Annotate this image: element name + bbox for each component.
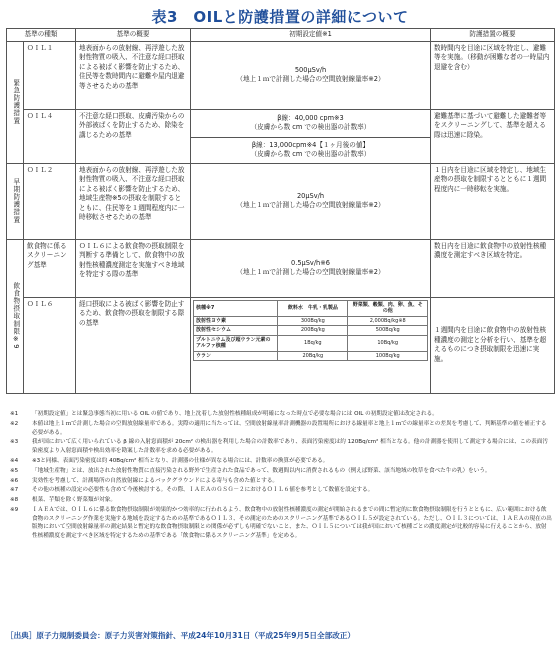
nuclide-value-drink: 200Bq/kg [278, 326, 348, 336]
page-title: 表3 OILと防護措置の詳細について [151, 8, 409, 26]
oil1-value-cell [191, 41, 431, 109]
footnote-text: ※3と同様、表面汚染密度は約 40Bq/cm² 相当となり、計測器の仕様が異なる場合には、計数率の換算が必要である。 [32, 457, 329, 464]
source-citation: ［出典］原子力規制委員会：原子力災害対策指針、平成24年10月31日（平成25年9月5日全部改正） [6, 631, 355, 640]
category-food: 飲食物摂取制限※9 [7, 239, 24, 393]
oil4-beta2-cell [191, 137, 431, 163]
oil4-measure: 避難基準に基づいて避難した避難者等をスクリーニングして、基準を超える際は迅速に除染。 [431, 109, 555, 163]
table-row-oil6 [7, 297, 555, 393]
footnote-key: ※8 [10, 497, 19, 504]
footnote [10, 486, 552, 495]
nuclide-name: 放射性ヨウ素 [194, 316, 278, 326]
screening-value: 0.5μSv/h※6 [291, 258, 330, 267]
screening-measure: 数日内を目途に飲食物中の放射性核種濃度を測定すべき区域を特定。 [431, 239, 555, 297]
footnote-text: 「地域生産物」とは、放出された放射性物質に直接汚染される野外で生産された食品であって、数週間以内に消費されるもの（例えば野菜、該当地域の牧草を食べた牛の乳）をいう。 [32, 467, 491, 474]
screening-value-note: （地上１ｍで計測した場合の空間放射線量率※2） [236, 268, 385, 277]
nuclide-value-food: 500Bq/kg [348, 326, 428, 336]
nuclide-name: プルトニウム及び超ウラン元素のアルファ核種 [194, 335, 278, 351]
footnote [10, 496, 552, 505]
footnote-text: ＩＡＥＡでは、ＯＩＬ６に係る飲食物摂取制限が効果的かつ効率的に行われるよう、飲食物中の放射性核種濃度の測定が開始されるまでの間に暫定的に飲食物摂取制限を行うとともに、広い範囲における飲食物のスクリーニング作業を実施する地域を設定するための基準であるＯＩＬ３、その測定のためのスクリーニング基準であるＯＩＬ５が設定されている。ただし、ＯＩＬ３については、ＩＡＥＡの現在の出版物において空間放射線量率の測定結果と暫定的な飲食物摂取制限との関係が必ずしも明確でないこと、また、ＯＩＬ５については我が国において核種ごとの濃度測定が比較的容易に行えることから、放射性核種濃度を測定すべき区域を特定するための基準である「飲食物に係るスクリーニング基準」を定める。 [32, 507, 552, 540]
footnote-key: ※3 [10, 439, 19, 446]
oil2-measure: １日内を目途に区域を特定し、地域生産物の摂取を制限するとともに１週間程度内に一時移転を実施。 [431, 163, 555, 239]
nuclide-value-food: 2,000Bq/kg※8 [348, 316, 428, 326]
oil6-value-cell [191, 297, 431, 393]
oil1-value-note: （地上１ｍで計測した場合の空間放射線量率※2） [236, 75, 385, 84]
oil4-beta2: β線：13,000cpm※4【１ヶ月後の値】 [251, 140, 370, 149]
oil6-summary: 経口摂取による被ばく影響を防止するため、飲食物の摂取を制限する際の基準 [76, 297, 191, 393]
oil6-measure: １週間内を目途に飲食物中の放射性核種濃度の測定と分析を行い、基準を超えるものにつき摂取制限を迅速に実施。 [431, 297, 555, 393]
category-early: 早期防護措置 [7, 163, 24, 239]
oil2-value-cell [191, 163, 431, 239]
nuclide-name: 放射性セシウム [194, 326, 278, 336]
oil4-beta1: β線：40,000 cpm※3 [277, 113, 344, 122]
oil1-value: 500μSv/h [294, 65, 327, 74]
oil-table [6, 28, 555, 394]
oil4-summary: 不注意な経口摂取、皮膚汚染からの外部被ばくを防止するため、除染を講じるための基準 [76, 109, 191, 163]
footnote-text: その他の核種の設定の必要性も含めて今後検討する。その際、ＩＡＥＡのＧＳＧ－２におけるＯＩＬ６値を参考として数値を設定する。 [32, 487, 374, 494]
table-row-oil4 [7, 109, 555, 137]
oil2-value-note: （地上１ｍで計測した場合の空間放射線量率※2） [236, 201, 385, 210]
table-row [194, 326, 428, 336]
nuclide-table-header [194, 300, 428, 316]
table-row [194, 316, 428, 326]
table-row-oil1 [7, 41, 555, 109]
oil4-name: ＯＩＬ４ [24, 109, 76, 163]
nuclide-name: ウラン [194, 351, 278, 361]
footnote [10, 467, 552, 476]
footnote-text: 「初期設定値」とは緊急事態当初に用いる OIL の値であり、地上沈着した放射性核種組成が明確になった時点で必要な場合には OIL の初期設定値は改定される。 [32, 411, 438, 417]
footnote [10, 410, 552, 419]
nuclide-value-food: 10Bq/kg [348, 335, 428, 351]
nuclide-value-drink: 300Bq/kg [278, 316, 348, 326]
footnote [10, 477, 552, 486]
oil1-summary: 地表面からの放射線、再浮遊した放射性物質の吸入、不注意な経口摂取による被ばく影響を防止するため、住民等を数時間内に避難や屋内退避等させるための基準 [76, 41, 191, 109]
oil2-name: ＯＩＬ２ [24, 163, 76, 239]
nuclide-head-0: 核種※7 [194, 300, 278, 316]
oil2-value: 20μSv/h [296, 191, 325, 200]
oil2-summary: 地表面からの放射線、再浮遊した放射性物質の吸入、不注意な経口摂取による被ばく影響を防止するため、地域生産物※5の摂取を制限するとともに、住民等を１週間程度内に一時移転させるための基準 [76, 163, 191, 239]
oil6-name: ＯＩＬ６ [24, 297, 76, 393]
footnote [10, 506, 552, 541]
header-kind: 基準の種類 [7, 29, 76, 42]
footnotes [10, 410, 552, 542]
table-row [194, 335, 428, 351]
oil4-beta2-note: （皮膚から数 cm での検出器の計数率） [250, 150, 371, 159]
screening-summary: ＯＩＬ６による飲食物の摂取制限を判断する準備として、飲食物中の放射性核種濃度測定を実施すべき地域を特定する際の基準 [76, 239, 191, 297]
footnote-text: 我が国において広く用いられている β 線の入射窓面積が 20cm² の検出器を利用した場合の計数率であり、表面汚染密度は約 120Bq/cm² 相当となる。他の計測器を使用して測定する場合には、この表面汚染密度より入射窓面積や検出効率を勘案した計数率を求める必要がある。 [32, 439, 548, 454]
nuclide-table [193, 300, 428, 362]
footnote-text: 本値は地上１ｍで計測した場合の空間放射線量率である。実際の適用に当たっては、空間放射線量率計測機器の設置場所における線量率と地上１ｍでの線量率との差異を考慮して、判断基準の値を補正する必要がある。 [32, 420, 547, 436]
footnote [10, 438, 552, 455]
footnote-key: ※1 [10, 411, 19, 417]
table-row-screening [7, 239, 555, 297]
nuclide-value-drink: 20Bq/kg [278, 351, 348, 361]
footnote-key: ※5 [10, 467, 19, 474]
table-row [194, 351, 428, 361]
nuclide-head-2: 野菜類、穀類、肉、卵、魚、その他 [348, 300, 428, 316]
nuclide-value-food: 100Bq/kg [348, 351, 428, 361]
nuclide-head-1: 飲料水 牛乳・乳製品 [278, 300, 348, 316]
footnote-key: ※4 [10, 457, 19, 464]
header-overview: 防護措置の概要 [431, 29, 555, 42]
footnote [10, 420, 552, 437]
footnote-key: ※2 [10, 420, 19, 427]
header-row [7, 29, 555, 42]
nuclide-value-drink: 1Bq/kg [278, 335, 348, 351]
header-initial: 初期設定値※1 [191, 29, 431, 42]
oil4-beta1-cell [191, 109, 431, 137]
footnote-key: ※9 [10, 507, 19, 514]
footnote-key: ※7 [10, 487, 19, 494]
table-row-oil2 [7, 163, 555, 239]
oil1-measure: 数時間内を目途に区域を特定し、避難等を実施。（移動が困難な者の一時屋内退避を含む） [431, 41, 555, 109]
footnote-text: 実効性を考慮して、計測場所の自然放射線によるバックグラウンドによる寄与も含めた値とする。 [32, 477, 279, 484]
oil1-name: ＯＩＬ１ [24, 41, 76, 109]
footnote-key: ※6 [10, 477, 19, 484]
footnote [10, 457, 552, 466]
screening-name: 飲食物に係るスクリーニング基準 [24, 239, 76, 297]
category-emergency: 緊急防護措置 [7, 41, 24, 163]
footnote-text: 根菜、芋類を除く野菜類が対象。 [32, 497, 116, 504]
oil4-beta1-note: （皮膚から数 cm での検出器の計数率） [250, 123, 371, 132]
header-summary: 基準の概要 [76, 29, 191, 42]
screening-value-cell [191, 239, 431, 297]
